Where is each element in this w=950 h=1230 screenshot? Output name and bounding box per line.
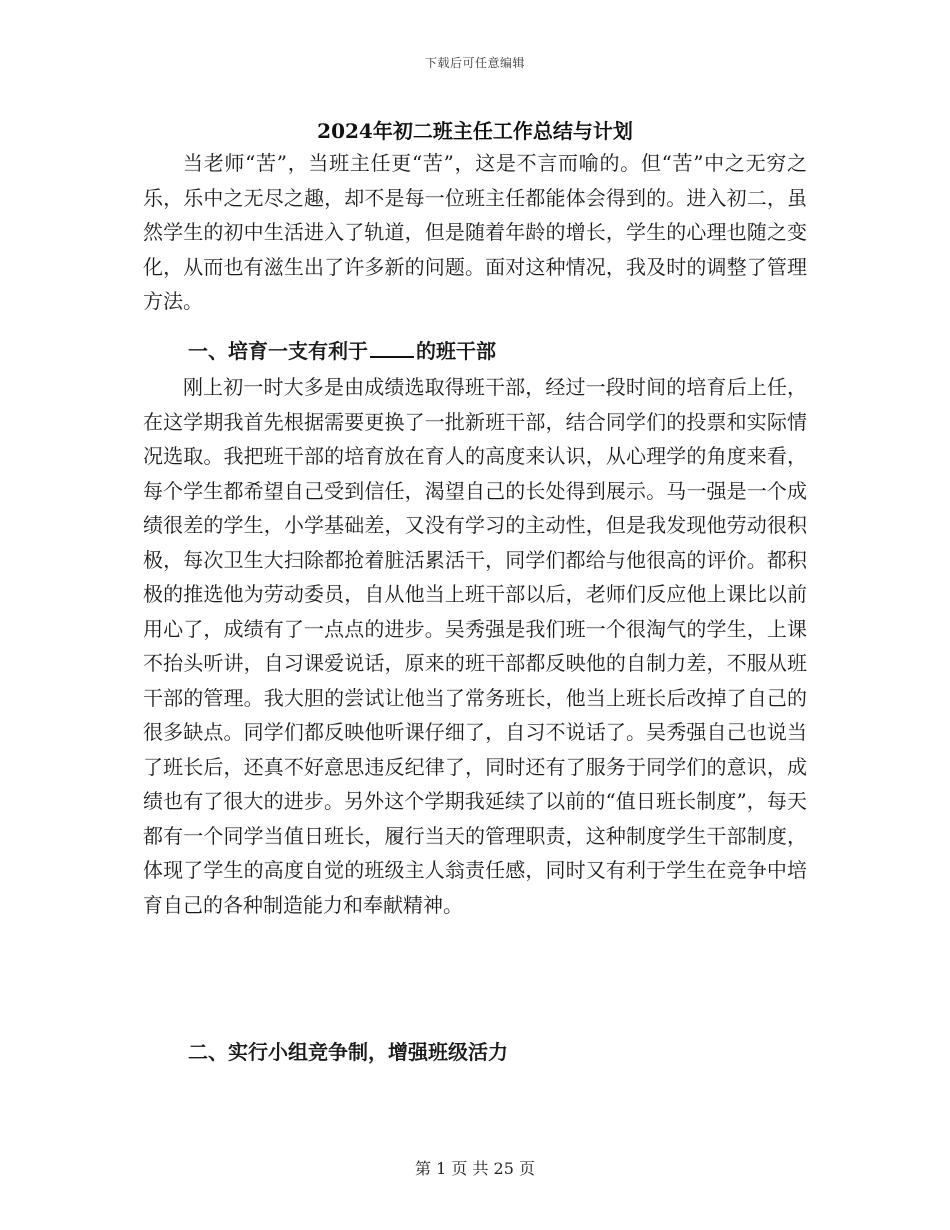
page-footer: 第 1 页 共 25 页 [415,1159,535,1178]
paragraph-section-1: 刚上初一时大多是由成绩选取得班干部，经过一段时间的培育后上任，在这学期我首先根据需要更换了一批新班干部，结合同学们的投票和实际情况选取。我把班干部的培育放在育人的高度来认识，从心理学的角度来看，每个学生都希望自己受到信任，渴望自己的长处得到展示。马一强是一个成绩很差的学生，小学基础差，又没有学习的主动性，但是我发现他劳动很积极，每次卫生大扫除都抢着脏活累活干，同学们都给与他很高的评价。都积极的推选他为劳动委员，自从他当上班干部以后，老师们反应他上课比以前用心了，成绩有了一点点的进步。吴秀强是我们班一个很淘气的学生，上课不抬头听讲，自习课爱说话，原来的班干部都反映他的自制力差，不服从班干部的管理。我大胆的尝试让他当了常务班长，他当上班长后改掉了自己的很多缺点。同学们都反映他听课仔细了，自习不说话了。吴秀强自己也说当了班长后，还真不好意思违反纪律了，同时还有了服务于同学们的意识，成绩也有了很大的进步。另外这个学期我延续了以前的“值日班长制度”，每天都有一个同学当值日班长，履行当天的管理职责，这种制度学生干部制度，体现了学生的高度自觉的班级主人翁责任感，同时又有利于学生在竞争中培育自己的各种制造能力和奉献精神。 [143,375,807,917]
paragraph-intro: 当老师“苦”，当班主任更“苦”，这是不言而喻的。但“苦”中之无穷之乐，乐中之无尽之趣，却不是每一位班主任都能体会得到的。进入初二，虽然学生的初中生活进入了轨道，但是随着年龄的增长，学生的心理也随之变化，从而也有滋生出了许多新的问题。面对这种情况，我及时的调整了管理方法。 [143,151,807,313]
section-heading-1-suffix: 的班干部 [416,339,496,363]
section-heading-1-prefix: 一、培育一支有利于 [188,339,368,363]
document-title: 2024年初二班主任工作总结与计划 [317,119,633,143]
section-heading-1 [188,335,496,364]
header-note: 下载后可任意编辑 [424,56,525,70]
section-heading-2: 二、实行小组竞争制，增强班级活力 [188,1040,508,1064]
blank-underline [370,340,414,358]
